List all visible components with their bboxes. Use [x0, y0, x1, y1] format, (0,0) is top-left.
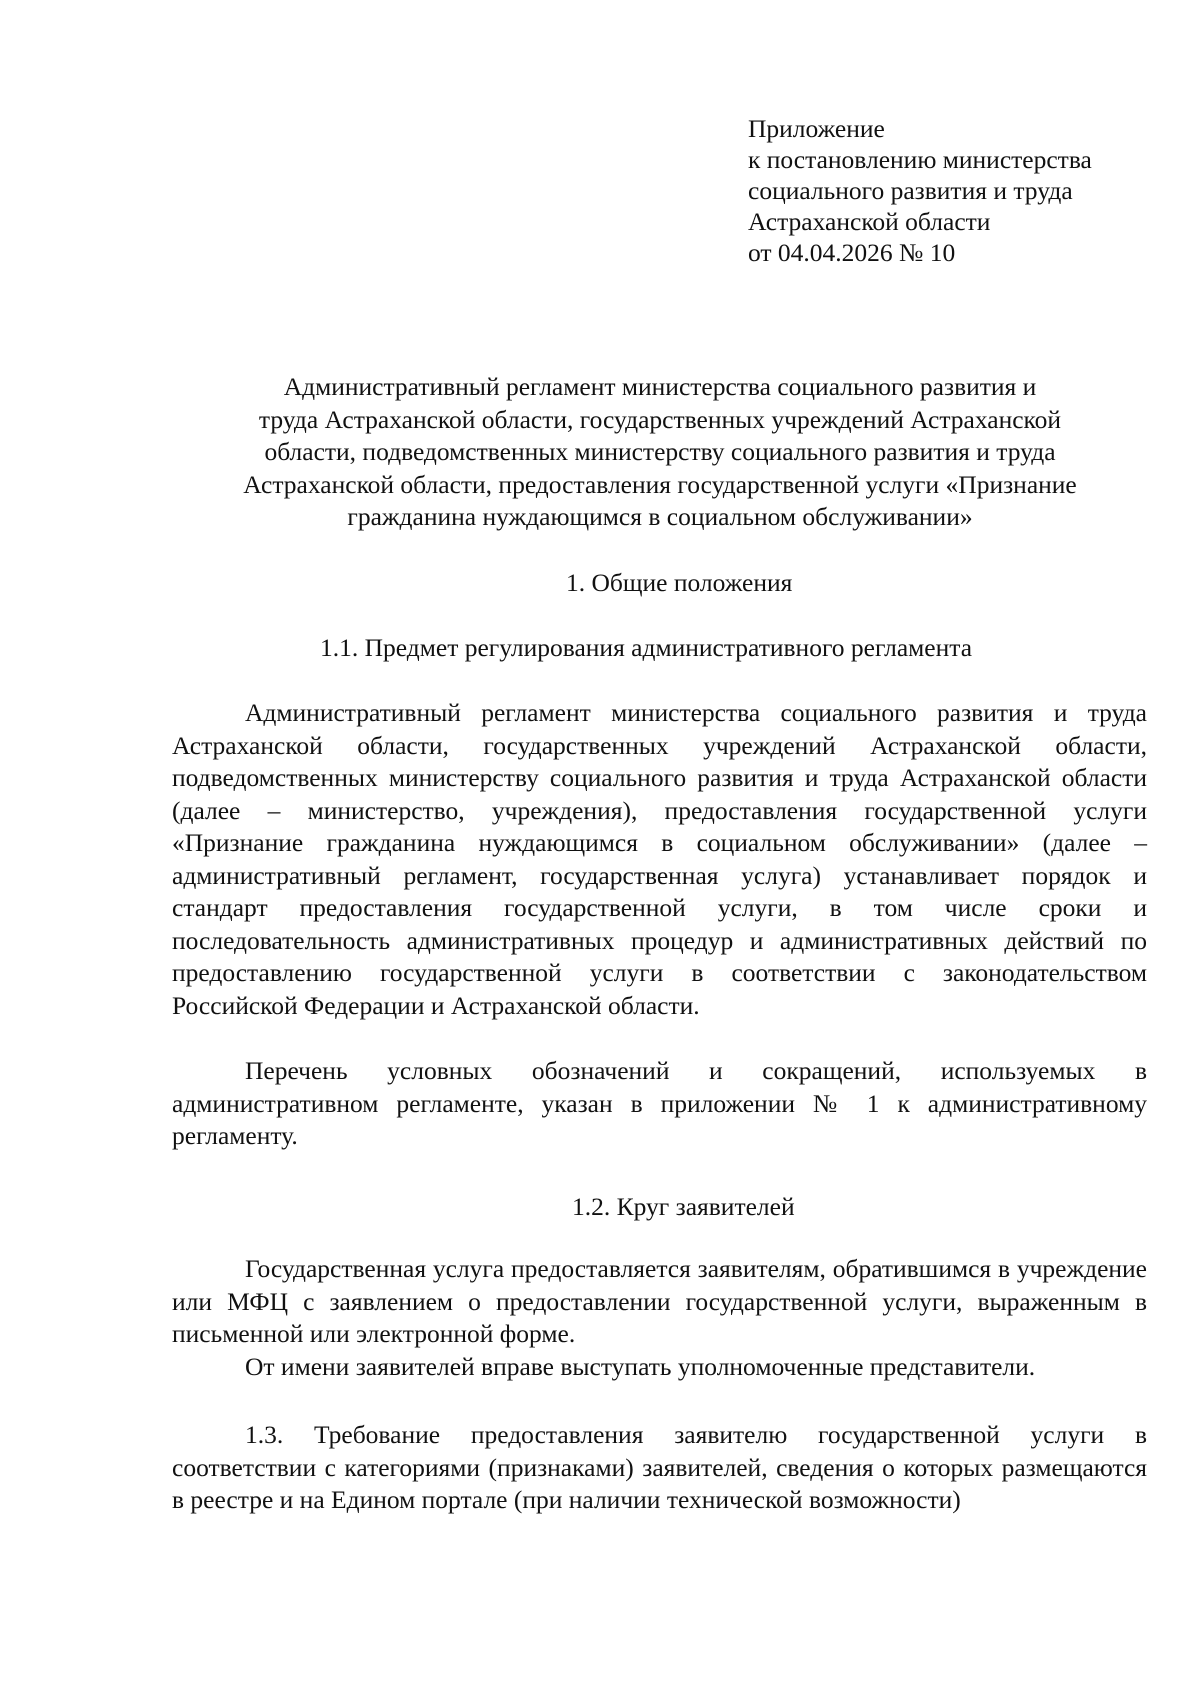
section-heading-general-provisions: 1. Общие положения — [566, 568, 793, 597]
title-line: труда Астраханской области, государственных учреждений Астраханской — [258, 404, 1062, 434]
document-title — [190, 371, 1130, 534]
title-line: области, подведомственных министерству социального развития и труда — [264, 437, 1056, 466]
subsection-heading-applicants: 1.2. Круг заявителей — [572, 1192, 795, 1221]
subsection-heading-subject: 1.1. Предмет регулирования административного регламента — [320, 633, 973, 662]
title-line: Астраханской области, предоставления государственной услуги «Признание — [243, 469, 1077, 499]
title-line: гражданина нуждающимся в социальном обслуживании» — [347, 502, 973, 531]
appendix-line: социального развития и труда — [748, 176, 1073, 205]
paragraph-requirement-1-3: 1.3. Требование предоставления заявителю государственной услуги в соответствии с категориями (признаками) заявителей, сведения о которых размещаются в реестре и на Едином портале (при наличии технической возможности) — [172, 1420, 1147, 1514]
appendix-line: Астраханской области — [748, 207, 991, 236]
paragraph-representatives: От имени заявителей вправе выступать уполномоченные представители. — [245, 1352, 1036, 1381]
title-line: Административный регламент министерства социального развития и — [283, 372, 1037, 401]
paragraph-abbreviations: Перечень условных обозначений и сокращений, используемых в административном регламенте, указан в приложении № 1 к административному регламенту. — [172, 1056, 1147, 1150]
paragraph-regulation-subject: Административный регламент министерства социального развития и труда Астраханской области, государственных учреждений Астраханской области, подведомственных министерству социального развития и труда Астраханской области (далее – министерство, учреждения), предоставления государственной услуги «Признание гражданина нуждающимся в социальном обслуживании» (далее – административный регламент, государственная услуга) устанавливает порядок и стандарт предоставления государственной услуги, в том числе сроки и последовательность административных процедур и административных действий по предоставлению государственной услуги в соответствии с законодательством Российской Федерации и Астраханской области. — [172, 698, 1147, 1020]
appendix-date-number: от 04.04.2026 № 10 — [748, 238, 956, 267]
appendix-line: Приложение — [748, 114, 885, 143]
appendix-block — [748, 113, 1092, 268]
paragraph-applicants: Государственная услуга предоставляется заявителям, обратившимся в учреждение или МФЦ с заявлением о предоставлении государственной услуги, выраженным в письменной или электронной форме. — [172, 1254, 1147, 1348]
appendix-line: к постановлению министерства — [748, 145, 1092, 174]
